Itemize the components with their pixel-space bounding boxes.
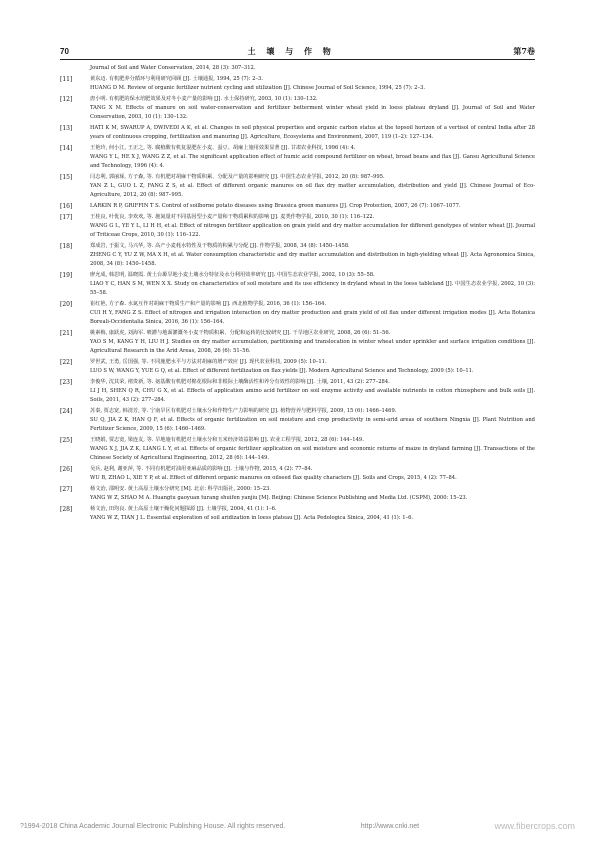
reference-line: 杨文治, 邵明安. 黄土高原土壤水分研究 [M]. 北京: 科学出版社, 2000: 15–23. (90, 486, 271, 492)
reference-line: SU Q, JIA Z K, HAN Q F, et al. Effects of organic fertilization on soil moisture and crop productivity in semi-arid areas of southern Ningxia [J]. Plant Nutrition and Fertilizer Science, 2009, 15 (6): 1466–1469. (90, 417, 535, 432)
reference-entry (60, 124, 535, 142)
reference-entry (60, 242, 535, 269)
watermark: www.fibercrops.com (494, 821, 575, 831)
page-number: 70 (60, 46, 69, 56)
reference-entry (60, 271, 535, 298)
reference-text (90, 173, 535, 200)
reference-entry (60, 485, 535, 503)
reference-entry (60, 329, 535, 356)
reference-text (90, 505, 535, 523)
reference-line: LIAO Y C, HAN S M, WEN X X. Study on characteristics of soil moisture and its use efficiency in dryland wheat in the loess tableland [J]. 中国生态农业学报, 2002, 10 (3): 55–58. (90, 281, 535, 296)
reference-line: 王桂良, 叶优良, 李欢欢, 等. 施氮量对不同基因型小麦产量和干物质累积的影响 [J]. 麦类作物学报, 2010, 30 (1): 116–122. (90, 214, 375, 220)
reference-entry (60, 436, 535, 463)
reference-text (90, 407, 535, 434)
reference-line: 唐小明. 有机肥的保水培肥效果及对冬小麦产量的影响 [J]. 水土保持研究, 2003, 10 (1): 130–132. (90, 96, 318, 102)
reference-line: YANG W Z, TIAN J L. Essential exploration of soil aridization in loess plateau [J]. Acta Pedologica Sinica, 2004, 41 (1): 1–6. (90, 515, 414, 521)
reference-number: [17] (60, 214, 73, 221)
reference-number: [22] (60, 359, 73, 366)
reference-text (90, 485, 535, 503)
reference-number: [20] (60, 301, 73, 308)
reference-text (90, 144, 535, 171)
reference-line: YANG W Z, SHAO M A. Huangtu gaoyuan turang shuifen yanjiu [M]. Beijing: Chinese Science Publishing and Media Ltd. (CSPM), 2000: 15–23. (90, 495, 468, 501)
reference-entry (60, 144, 535, 171)
reference-line: LI J H, SHEN Q R, CHU G X, et al. Effects of application amino acid fertilizer on soil enzyme activity and available nutrients in cotton rhizosphere and bulk soils [J]. Soils, 2011, 43 (2): 277–284. (90, 388, 535, 403)
reference-text (90, 358, 535, 376)
reference-line: WANG X J, JIA Z K, LIANG L Y, et al. Effects of organic fertilizer application on soil moisture and economic returns of maize in dryland farming [J]. Transactions of the Chinese Society of Agricultural Engineering, 2012, 28 (6): 144–149. (90, 446, 535, 461)
reference-number: [28] (60, 506, 73, 513)
reference-number: [25] (60, 437, 73, 444)
reference-line: LARKIN R P, GRIFFIN T S. Control of soilborne potato diseases using Brassica green manures [J]. Crop Protection, 2007, 26 (7): 1067–1077. (90, 203, 461, 209)
reference-entry (60, 213, 535, 240)
volume-label: 第7卷 (513, 45, 535, 56)
reference-line: YAO S M, KANG Y H, LIU H J. Studies on dry matter accumulation, partitioning and translocation in winter wheat under sprinkler and surface irrigation conditions [J]. Agricultural Research in the Arid Areas, 2008, 26 (6): 51–56. (90, 339, 535, 354)
reference-list (60, 64, 535, 525)
reference-text (90, 465, 535, 483)
reference-line: HATI K M, SWARUP A, DWIVEDI A K, et al. Changes in soil physical properties and organic carbon status at the topsoil horizon of a vertisol of central India after 28 years of continuous cropping, fertilization and manuring [J]. Agriculture, Ecosystems and Environment, 2007, 119 (1–2): 127–134. (90, 125, 535, 140)
reference-entry (60, 300, 535, 327)
reference-text (90, 378, 535, 405)
reference-entry (60, 202, 535, 211)
reference-number: [11] (60, 76, 73, 83)
reference-text (90, 436, 535, 463)
reference-entry (60, 505, 535, 523)
reference-text (90, 75, 535, 93)
reference-line: CUI H Y, FANG Z S. Effect of nitrogen and irrigation interaction on dry matter production and grain yield of oil flax under different irrigation modes [J]. Acta Botanica Boreali-Occidentalia Sinica, 2016, 36 (1): 156–164. (90, 310, 535, 325)
reference-line: 王艳玲, 何小江, 王正之, 等. 腐植酸有机复混肥在小麦、蚕豆、胡麻上施用效果显著 [J]. 甘肃农业科技, 1996 (4): 4. (90, 145, 356, 151)
copyright-notice: ?1994-2018 China Academic Journal Electronic Publishing House. All rights reserved. (20, 822, 286, 830)
reference-line: 杨文治, 田均良. 黄土高原土壤干燥化问题探源 [J]. 土壤学报, 2004, 41 (1): 1–6. (90, 506, 277, 512)
reference-number: [18] (60, 243, 73, 250)
reference-number: [15] (60, 174, 73, 181)
reference-line: 李俊华, 沈其荣, 褚贵新, 等. 氨基酸有机肥对棉花根际和非根际土壤酶活性和养分有效性的影响 [J]. 土壤, 2011, 43 (2): 277–284. (90, 379, 390, 385)
reference-number: [23] (60, 379, 73, 386)
reference-line: WU B, ZHAO L, XIE Y P, et al. Effect of different organic manures on oilseed flax quality characters [J]. Soils and Crops, 2015, 4 (2): 77–84. (90, 475, 457, 481)
reference-text (90, 202, 535, 211)
reference-text (90, 242, 535, 269)
reference-text (90, 300, 535, 327)
reference-line: 姚素梅, 康跃虎, 刘海军. 喷灌与地面灌溉冬小麦干物质积累、分配和运转的比较研究 [J]. 干旱地区农业研究, 2008, 26 (6): 51–56. (90, 330, 391, 336)
page-header (60, 44, 535, 58)
reference-entry (60, 358, 535, 376)
reference-entry (60, 75, 535, 93)
reference-line: HUANG D M. Review of organic fertilizer nutrient cycling and utilization [J]. Chinese Journal of Soil Science, 1994, 25 (7): 2–3. (90, 85, 426, 91)
reference-number: [16] (60, 203, 73, 210)
reference-number: [13] (60, 125, 73, 132)
reference-line: ZHENG C Y, YU Z W, MA X H, et al. Water consumption characteristic and dry matter accumulation and distribution in high-yielding wheat [J]. Acta Agronomica Sinica, 2008, 34 (8): 1450–1458. (90, 252, 535, 267)
reference-text (90, 124, 535, 142)
reference-line: 闫志利, 郭丽琢, 方子森, 等. 有机肥对胡麻干物质积累、分配及产量的影响研究 [J]. 中国生态农业学报, 2012, 20 (8): 987–995. (90, 174, 385, 180)
reference-entry (60, 378, 535, 405)
reference-text (90, 64, 535, 73)
reference-text (90, 213, 535, 240)
reference-text (90, 329, 535, 356)
reference-line: WANG G L, YE Y L, LI H H, et al. Effect of nitrogen fertilizer application on grain yield and dry matter accumulation for different genotypes of winter wheat [J]. Journal of Triticeae Crops, 2010, 30 (1): 116–122. (90, 223, 535, 238)
reference-line: YAN Z L, GUO L Z, FANG Z S, et al. Effect of different organic manures on oil flax dry matter accumulation, distribution and yield [J]. Chinese Journal of Eco-Agriculture, 2012, 20 (8): 987–995. (90, 183, 535, 198)
reference-line: 王晓娟, 贾志宽, 梁连友, 等. 旱地施有机肥对土壤水分和玉米经济效益影响 [J]. 农业工程学报, 2012, 28 (6): 144–149. (90, 437, 364, 443)
reference-line: LUO S W, WANG Y, YUE G Q, et al. Effect of different fertilization on flax yields [J]. Modern Agricultural Science and Technology, 2009 (5): 10–11. (90, 368, 474, 374)
reference-line: Journal of Soil and Water Conservation, 2014, 28 (3): 307–312. (90, 65, 256, 71)
site-url[interactable]: http://www.cnki.net (360, 822, 420, 830)
page-footer (20, 820, 575, 832)
reference-line: 郑成岩, 于振文, 马兴华, 等. 高产小麦耗水特性及干物质的积累与分配 [J]. 作物学报, 2008, 34 (8): 1450–1458. (90, 243, 350, 249)
reference-text (90, 95, 535, 122)
reference-entry (60, 465, 535, 483)
reference-number (60, 64, 90, 73)
reference-line: 罗世武, 王勇, 岳国强, 等. 不同施肥水平与方法对胡麻的增产效应 [J]. 现代农业科技, 2009 (5): 10–11. (90, 359, 327, 365)
reference-line: WANG Y L, HE X J, WANG Z Z, et al. The significant application effect of humic acid compound fertilizer on wheat, broad beans and flax [J]. Gansu Agricultural Science and Technology, 1996 (4): 4. (90, 154, 535, 169)
reference-number: [21] (60, 330, 73, 337)
reference-number: [12] (60, 96, 73, 103)
journal-title: 土 壤 与 作 物 (247, 45, 335, 56)
reference-text (90, 271, 535, 298)
reference-line: 黄东迈. 有机肥养分循环与利用研究回顾 [J]. 土壤通报, 1994, 25 (7): 2–3. (90, 76, 263, 82)
reference-line: 吴兵, 赵利, 谢亚萍, 等. 不同有机肥对油用亚麻品质的影响 [J]. 土壤与作物, 2015, 4 (2): 77–84. (90, 466, 313, 472)
reference-number: [26] (60, 466, 73, 473)
reference-number: [24] (60, 408, 73, 415)
header-rule (60, 59, 535, 60)
reference-entry (60, 407, 535, 434)
reference-entry (60, 173, 535, 200)
reference-line: 崔红艳, 方子森. 水氮互作对胡麻干物质生产和产量的影响 [J]. 西北植物学报, 2016, 36 (1): 156–164. (90, 301, 327, 307)
reference-line: 苏秦, 贾志宽, 韩清芳, 等. 宁南旱区有机肥对土壤水分和作物生产力影响的研究 [J]. 植物营养与肥料学报, 2009, 15 (6): 1466–1469. (90, 408, 397, 414)
reference-number: [14] (60, 145, 73, 152)
reference-number: [27] (60, 486, 73, 493)
reference-line: TANG X M. Effects of manure on soil water-conservation and fertilizer betterment winter wheat yield in loess plateau dryland [J]. Journal of Soil and Water Conservation, 2003, 10 (1): 130–132. (90, 105, 535, 120)
reference-number: [19] (60, 272, 73, 279)
reference-entry (60, 64, 535, 73)
reference-line: 廖允成, 韩思明, 温晓霞. 黄土台塬旱地小麦土壤水分特征及水分利用效率研究 [J]. 中国生态农业学报, 2002, 10 (3): 55–58. (90, 272, 375, 278)
reference-entry (60, 95, 535, 122)
